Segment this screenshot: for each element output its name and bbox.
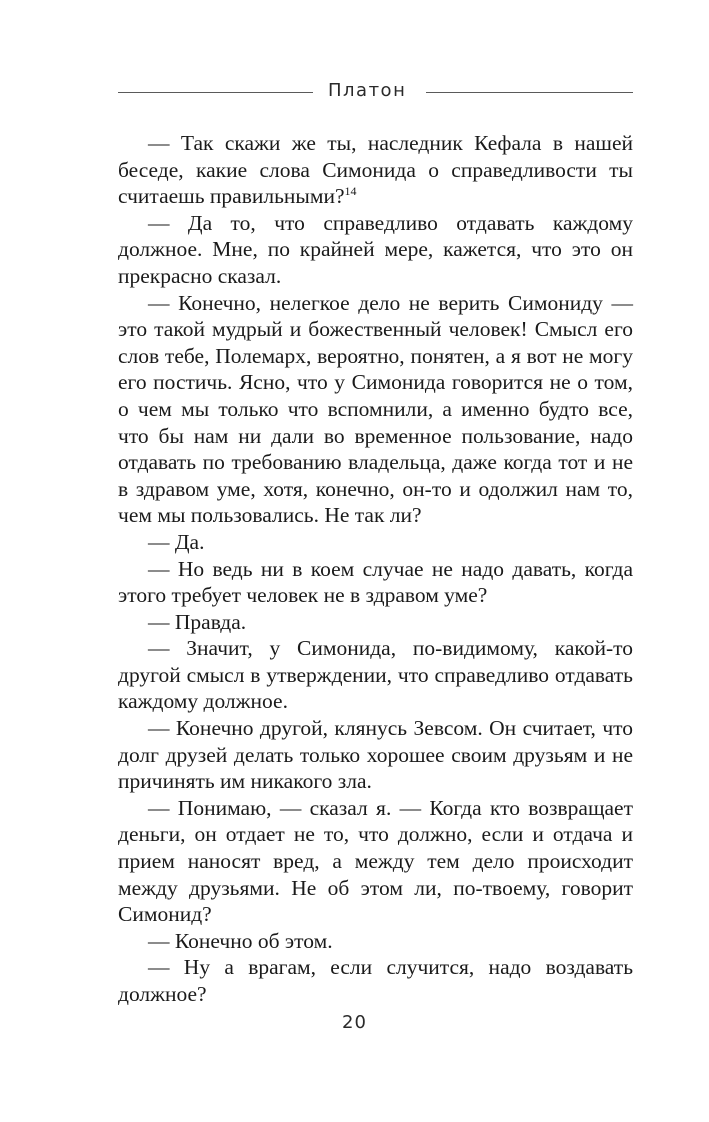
running-header-title: Платон bbox=[328, 80, 407, 101]
dialogue-paragraph: — Ну а врагам, если случится, надо воздавать должное? bbox=[118, 955, 633, 1006]
dialogue-paragraph: — Так скажи же ты, наследник Кефала в нашей беседе, какие слова Симонида о справедливости ты считаешь правильными?$^{14}$ bbox=[118, 131, 633, 209]
dialogue-paragraph: — Конечно об этом. bbox=[148, 928, 333, 953]
page-number: 20 bbox=[342, 1012, 367, 1033]
footnote-marker: 14 bbox=[344, 184, 357, 199]
body-text bbox=[118, 130, 633, 1008]
header-rule-left bbox=[118, 92, 313, 93]
header-rule-right bbox=[426, 92, 633, 93]
dialogue-paragraph: — Да. bbox=[148, 529, 205, 554]
dialogue-paragraph: — Конечно другой, клянусь Зевсом. Он считает, что долг друзей делать только хорошее своим друзьям и не причинять им никакого зла. bbox=[118, 716, 633, 794]
dialogue-paragraph: — Понимаю, — сказал я. — Когда кто возвращает деньги, он отдает не то, что должно, если и отдача и прием наносят вред, а между тем дело происходит между друзьями. Не об этом ли, по-твоему, говорит Симонид? bbox=[118, 795, 633, 927]
dialogue-paragraph: — Да то, что справедливо отдавать каждому должное. Мне, по крайней мере, кажется, что это он прекрасно сказал. bbox=[118, 210, 633, 288]
dialogue-paragraph: — Значит, у Симонида, по-видимому, какой-то другой смысл в утверждении, что справедливо отдавать каждому должное. bbox=[118, 636, 633, 714]
dialogue-paragraph: — Правда. bbox=[148, 609, 247, 634]
dialogue-paragraph: — Конечно, нелегкое дело не верить Симониду — это такой мудрый и божественный человек! Смысл его слов тебе, Полемарх, вероятно, понятен, а я вот не могу его постичь. Ясно, что у Симонида говорится не о том, о чем мы только что вспомнили, а именно будто все, что бы нам ни дали во временное пользование, надо отдавать по требованию владельца, даже когда тот и не в здравом уме, хотя, конечно, он-то и одолжил нам то, чем мы пользовались. Не так ли? bbox=[118, 290, 633, 528]
dialogue-paragraph: — Но ведь ни в коем случае не надо давать, когда этого требует человек не в здравом уме? bbox=[118, 556, 633, 608]
running-header bbox=[118, 78, 633, 106]
